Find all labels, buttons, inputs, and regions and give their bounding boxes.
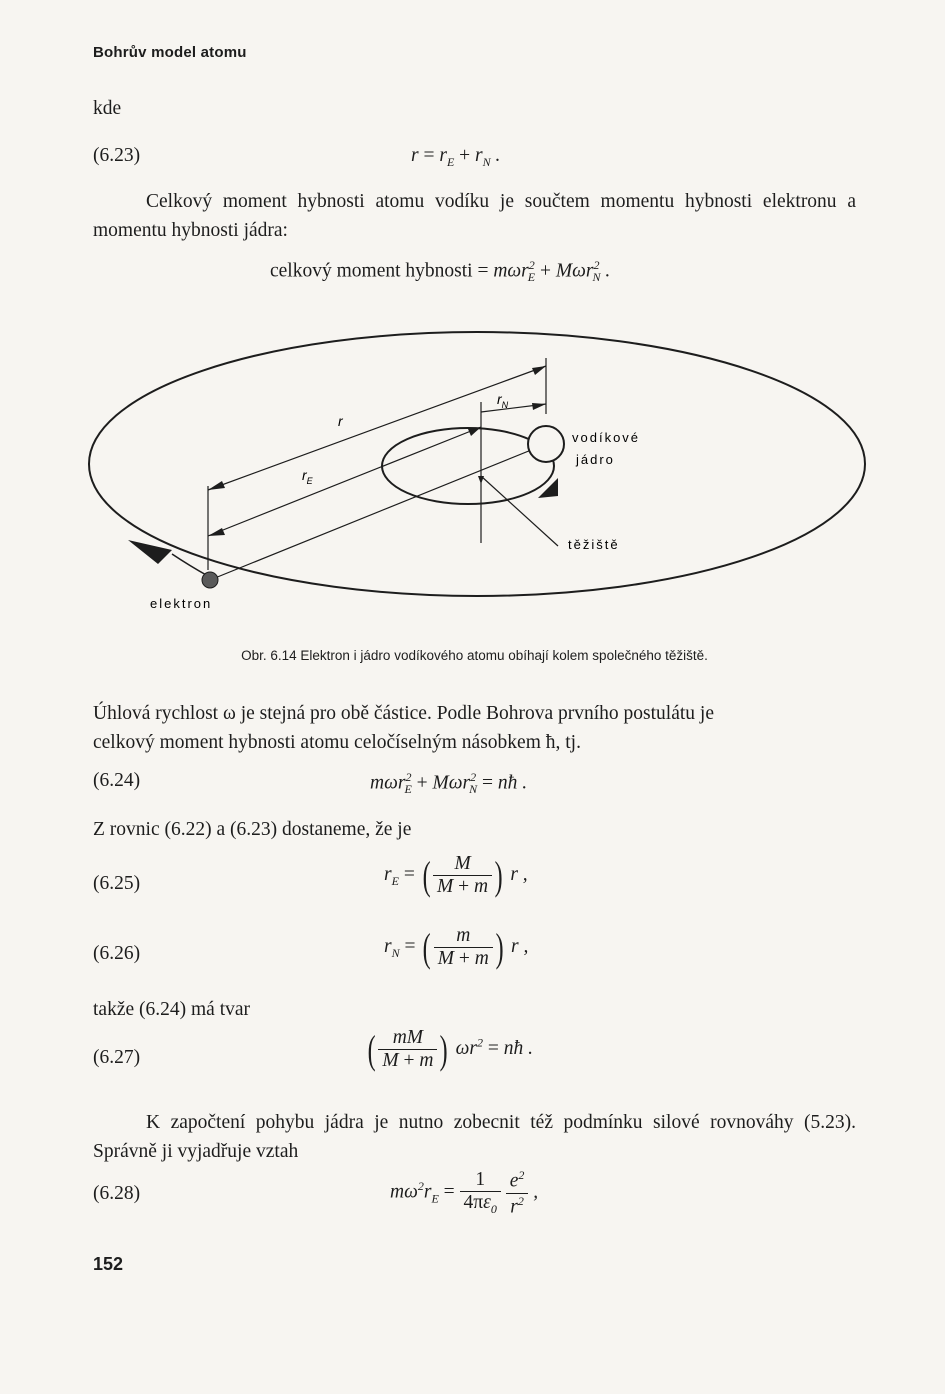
cm-leader <box>481 476 558 546</box>
page-number: 152 <box>93 1254 124 1274</box>
label-r: r <box>338 413 343 429</box>
equation-number-6-27: (6.27) <box>93 1047 141 1068</box>
dimension-line-r <box>208 366 546 490</box>
label-electron: elektron <box>150 596 213 611</box>
label-nucleus-1: vodíkové <box>572 430 641 445</box>
paragraph-force-balance: K započtení pohybu jádra je nutno zobecnit též podmínku silové rovnováhy (5.23). Správně ji vyjadřuje vztah <box>93 1112 856 1162</box>
hydrogen-nucleus <box>528 426 564 462</box>
orbit-figure <box>80 318 875 628</box>
paragraph-from-equations: Z rovnic (6.22) a (6.23) dostaneme, že je <box>93 819 412 840</box>
angular-momentum-label: celkový moment hybnosti <box>270 260 473 282</box>
label-rN: $r_N$ <box>497 391 509 410</box>
label-center-of-mass: těžiště <box>568 537 620 552</box>
center-of-mass-marker <box>478 476 484 484</box>
equation-total-angular-momentum: celkový moment hybnosti = mωr$^2_E$ + Mωr$^2_N$ . <box>270 258 611 285</box>
equation-6-24: mωr$^2_E$ + Mωr$^2_N$ = nħ . <box>370 770 528 797</box>
paragraph-angular-momentum: Celkový moment hybnosti atomu vodíku je součtem momentu hybnosti elektronu a momentu hybnosti jádra: <box>93 191 856 241</box>
equation-number-6-26: (6.26) <box>93 943 141 964</box>
equation-number-6-25: (6.25) <box>93 873 141 894</box>
electron-nucleus-line <box>210 444 546 580</box>
equation-6-28: $m\omega^2r_E$ = $\frac{1}{4\pi\varepsilon_0}$ $\frac{e^2}{r^2}$ , <box>390 1168 539 1217</box>
dimension-line-rE <box>208 427 481 536</box>
label-nucleus-2: jádro <box>576 452 615 467</box>
paragraph-line-2: celkový moment hybnosti atomu celočíselným násobkem ħ, tj. <box>93 732 581 753</box>
figure-caption: Obr. 6.14 Elektron i jádro vodíkového atomu obíhají kolem společného těžiště. <box>241 648 708 663</box>
paragraph-angular-velocity <box>93 699 856 757</box>
electron <box>202 572 218 588</box>
equation-number-6-23: (6.23) <box>93 145 141 166</box>
equation-number-6-24: (6.24) <box>93 770 141 791</box>
equation-6-23: $r = r_E + r_N$ . <box>411 145 501 169</box>
paragraph-so-that: takže (6.24) má tvar <box>93 999 251 1020</box>
label-rE: $r_E$ <box>302 467 313 486</box>
text-kde: kde <box>93 98 122 119</box>
paragraph-line-1: Úhlová rychlost ω je stejná pro obě částice. Podle Bohrova prvního postulátu je <box>93 703 714 724</box>
equation-6-25: $r_E$ = ( $\frac{M}{M + m}$ ) r , <box>384 852 528 898</box>
equation-number-6-28: (6.28) <box>93 1183 141 1204</box>
equation-6-26: $r_N$ = ( $\frac{m}{M + m}$ ) r , <box>384 924 529 970</box>
electron-orbit <box>89 332 865 596</box>
running-header: Bohrův model atomu <box>93 44 247 61</box>
equation-6-27: ( $\frac{mM}{M + m}$ ) $\omega r^2$ = nħ . <box>367 1026 533 1072</box>
